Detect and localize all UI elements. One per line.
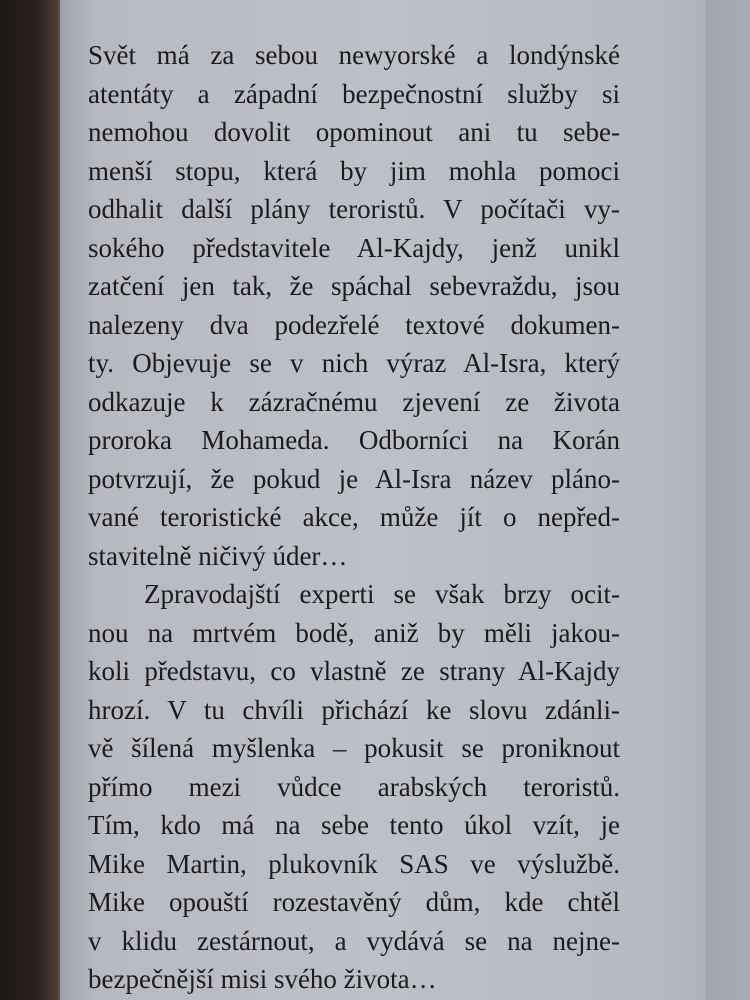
text-line: Mike opouští rozestavěný dům, kde chtěl: [88, 887, 620, 917]
text-line: sokého představitele Al-Kajdy, jenž unikl: [88, 232, 620, 263]
text-line: nalezeny dva podezřelé textové dokumen-: [88, 309, 620, 340]
text-line: nou na mrtvém bodě, aniž by měli jakou-: [88, 617, 620, 648]
text-line: nemohou dovolit opominout ani tu sebe-: [88, 117, 620, 147]
text-line: ty. Objevuje se v nich výraz Al-Isra, který: [88, 348, 620, 378]
text-line: potvrzují, že pokud je Al-Isra název pláno-: [88, 463, 620, 494]
text-line: přímo mezi vůdce arabských teroristů.: [88, 771, 620, 802]
text-line: koli představu, co vlastně ze strany Al-Kajdy: [88, 656, 620, 686]
blurb-text: [88, 36, 620, 999]
text-line: Tím, kdo má na sebe tento úkol vzít, je: [88, 810, 620, 840]
text-line: Svět má za sebou newyorské a londýnské: [88, 40, 620, 70]
text-line: Mike Martin, plukovník SAS ve výslužbě.: [88, 848, 620, 879]
text-line: v klidu zestárnout, a vydává se na nejne-: [88, 925, 620, 956]
text-line: atentáty a západní bezpečnostní služby si: [88, 78, 620, 109]
text-line: vané teroristické akce, může jít o nepřed-: [88, 502, 620, 532]
text-line: hrozí. V tu chvíli přichází ke slovu zdánli-: [88, 694, 620, 725]
book-spine: [0, 0, 62, 1000]
text-line: zatčení jen tak, že spáchal sebevraždu, jsou: [88, 271, 620, 301]
text-line: bezpečnější misi svého života…: [88, 964, 437, 994]
text-line: proroka Mohameda. Odborníci na Korán: [88, 425, 620, 455]
paragraph-2: [88, 575, 620, 999]
text-line: odkazuje k zázračnému zjevení ze života: [88, 386, 620, 417]
background-surface: [706, 0, 750, 1000]
paragraph-1: [88, 36, 620, 575]
text-line: vě šílená myšlenka – pokusit se proniknout: [88, 733, 620, 763]
text-line: odhalit další plány teroristů. V počítači vy-: [88, 194, 620, 224]
text-line: menší stopu, která by jim mohla pomoci: [88, 155, 620, 186]
text-line: stavitelně ničivý úder…: [88, 540, 348, 571]
text-line: Zpravodajští experti se však brzy ocit-: [144, 579, 620, 609]
